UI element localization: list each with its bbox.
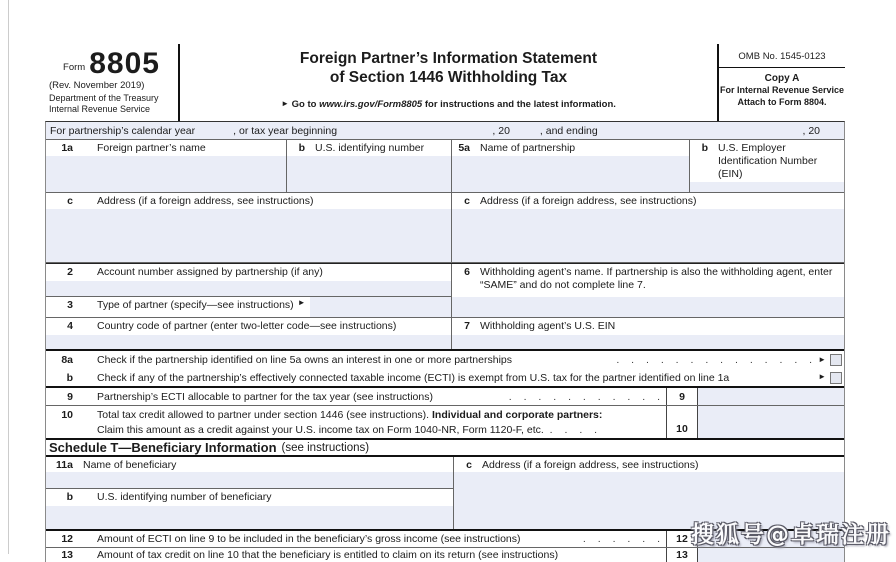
line-2-label: Account number assigned by partnership (if any) [97, 266, 323, 278]
line-5b-number: b [701, 142, 708, 154]
line-5a-label: Name of partnership [480, 142, 576, 154]
agency-line-1: Department of the Treasury [49, 93, 159, 103]
row-8a [46, 351, 844, 369]
form-title-line-2: of Section 1446 Withholding Tax [329, 69, 568, 87]
type-of-partner-input[interactable] [310, 297, 451, 317]
line-1b-number: b [298, 142, 305, 154]
field-5a-cell [451, 140, 689, 192]
line-1c-number: c [67, 195, 73, 207]
line-4-number: 4 [67, 320, 73, 332]
line-12-number: 12 [61, 533, 73, 545]
line-13-number: 13 [61, 549, 73, 561]
copy-a-label: Copy A [764, 73, 800, 84]
line-12-label: Amount of ECTI on line 9 to be included in the beneficiary’s gross income (see instructions) [97, 533, 521, 545]
beneficiary-name-input[interactable] [46, 472, 453, 489]
line-10-label-line2: Claim this amount as a credit against your U.S. income tax on Form 1040-NR, Form 1120-F, etc. . . . . [97, 424, 598, 437]
and-ending-label: , and ending [539, 124, 598, 137]
instructions-link-line [180, 99, 717, 110]
line-11c-number: c [466, 459, 472, 471]
line-11b-label: U.S. identifying number of beneficiary [97, 491, 272, 503]
line-13-amount-input[interactable] [698, 548, 844, 562]
line-4-label: Country code of partner (enter two-letter code—see instructions) [97, 320, 397, 332]
line-6-number: 6 [464, 266, 470, 278]
tax-year-row[interactable] [46, 122, 844, 140]
line-13-box-label: 13 [666, 548, 698, 562]
partnership-address-input[interactable] [452, 209, 844, 262]
arrow-right-icon: ► [281, 98, 289, 108]
line-9-label: Partnership’s ECTI allocable to partner for the tax year (see instructions) [97, 390, 433, 403]
line-1a-number: 1a [61, 142, 73, 154]
tax-year-beginning-label: , or tax year beginning [233, 124, 338, 137]
field-1b-cell [286, 140, 451, 192]
arrow-right-icon: ► [297, 298, 306, 307]
form-identity-block [45, 44, 180, 121]
line-5c-number: c [464, 195, 470, 207]
us-identifying-number-input[interactable] [287, 156, 451, 192]
line-5c-label: Address (if a foreign address, see instructions) [480, 195, 697, 207]
beneficiary-id-number-input[interactable] [46, 506, 453, 529]
left-column-2-3 [46, 264, 451, 317]
row-10 [46, 406, 844, 438]
arrow-right-icon: ► [818, 372, 826, 381]
schedule-t-title: Schedule T—Beneficiary Information [49, 440, 277, 455]
schedule-t-heading [46, 438, 844, 457]
line-11a-number: 11a [56, 459, 73, 471]
line-11a-label: Name of beneficiary [83, 459, 177, 471]
row-13 [46, 548, 844, 562]
line-10-label-line1: Total tax credit allowed to partner under section 1446 (see instructions). Individual and corporate partners: [97, 409, 603, 421]
ending-20-label: , 20 [802, 124, 820, 137]
goto-text: Go to [291, 98, 320, 110]
account-number-input[interactable] [46, 281, 451, 297]
line-10-box-label: 10 [666, 406, 698, 438]
arrow-right-icon: ► [818, 354, 826, 364]
schedule-t-subtitle: (see instructions) [281, 441, 370, 454]
field-1a-cell [46, 140, 286, 192]
partnership-name-input[interactable] [452, 156, 689, 192]
line-10-amount-input[interactable] [698, 406, 844, 438]
form-body [45, 121, 845, 562]
line-13-label: Amount of tax credit on line 10 that the beneficiary is entitled to claim on its return (see instructions) [97, 549, 559, 561]
line-2-number: 2 [67, 266, 73, 278]
line-9-amount-input[interactable] [698, 388, 844, 405]
form-revision: (Rev. November 2019) [49, 80, 145, 91]
right-column-6 [451, 264, 844, 317]
copy-a-line-3: Attach to Form 8804. [737, 96, 827, 107]
left-column-11 [46, 457, 453, 529]
line-9-leaders: . . . . . . . . . . . [508, 390, 660, 403]
omb-number: OMB No. 1545-0123 [719, 44, 845, 68]
irs-url[interactable]: www.irs.gov/Form8805 [319, 98, 423, 110]
line-8b-number: b [66, 371, 73, 384]
line-8b-checkbox[interactable] [830, 372, 842, 384]
field-5c-cell [451, 193, 844, 262]
line-10-leaders: . . . . [549, 424, 598, 437]
form-header [45, 44, 845, 121]
right-column-7 [451, 318, 844, 349]
line-3-label: Type of partner (specify—see instructions) [97, 299, 294, 311]
row-8b [46, 369, 844, 388]
page-edge-line [8, 0, 9, 554]
line-10-number: 10 [61, 409, 73, 421]
goto-text-post: for instructions and the latest information. [422, 98, 616, 110]
row-partner-partnership-names [46, 140, 844, 193]
line-11b-number: b [66, 491, 73, 503]
partner-address-input[interactable] [46, 209, 451, 262]
row-9 [46, 388, 844, 406]
calendar-year-label: For partnership’s calendar year [50, 124, 196, 137]
line-6-label: Withholding agent’s name. If partnership is also the withholding agent, enter “SAME” and do not complete line 7. [480, 266, 833, 292]
withholding-agent-name-input[interactable] [452, 297, 844, 317]
line-8a-checkbox[interactable] [830, 354, 842, 366]
copy-a-line-2: For Internal Revenue Service [719, 85, 845, 95]
form-title-line-1: Foreign Partner’s Information Statement [299, 50, 598, 67]
line-1a-label: Foreign partner’s name [97, 142, 206, 154]
form-title-block [180, 44, 719, 121]
line-8a-leaders: . . . . . . . . . . . . . . [616, 354, 813, 366]
field-1c-cell [46, 193, 451, 262]
employer-ein-input[interactable] [690, 182, 844, 192]
field-5b-cell [689, 140, 844, 192]
line-8a-label: Check if the partnership identified on line 5a owns an interest in one or more partnerships [97, 354, 512, 366]
omb-copy-block [719, 44, 845, 121]
row-addresses [46, 193, 844, 263]
agency-line-2: Internal Revenue Service [49, 103, 151, 114]
form-8805 [45, 44, 845, 562]
line-8b-label: Check if any of the partnership’s effectively connected taxable income (ECTI) is exempt from U.S. tax for the partner identified on line 1a [97, 371, 730, 384]
row-country-ein [46, 318, 844, 351]
line-9-number: 9 [67, 390, 73, 403]
country-code-input[interactable] [46, 335, 451, 349]
line-9-box-label: 9 [666, 388, 698, 405]
row-account-agent [46, 263, 844, 318]
sohu-watermark: 搜狐号@卓瑞注册 [691, 522, 891, 548]
line-12-box-label: 12 [666, 531, 698, 547]
form-number: 8805 [89, 47, 160, 80]
line-7-label: Withholding agent’s U.S. EIN [480, 320, 616, 332]
left-column-4 [46, 318, 451, 349]
foreign-partner-name-input[interactable] [46, 156, 286, 192]
line-1b-label: U.S. identifying number [315, 142, 425, 154]
form-word: Form [63, 62, 86, 73]
line-11c-label: Address (if a foreign address, see instructions) [482, 459, 699, 471]
line-10-bold-label: Individual and corporate partners: [432, 409, 603, 421]
line-5b-label: U.S. Employer Identification Number (EIN) [718, 142, 818, 181]
line-8a-number: 8a [61, 354, 73, 366]
line-3-number: 3 [67, 299, 73, 311]
line-7-number: 7 [464, 320, 470, 332]
line-1c-label: Address (if a foreign address, see instructions) [97, 195, 314, 207]
beginning-20-label: , 20 [492, 124, 510, 137]
line-5a-number: 5a [458, 142, 470, 154]
line-12-leaders: . . . . . . [582, 533, 660, 545]
agent-ein-input[interactable] [452, 335, 844, 349]
